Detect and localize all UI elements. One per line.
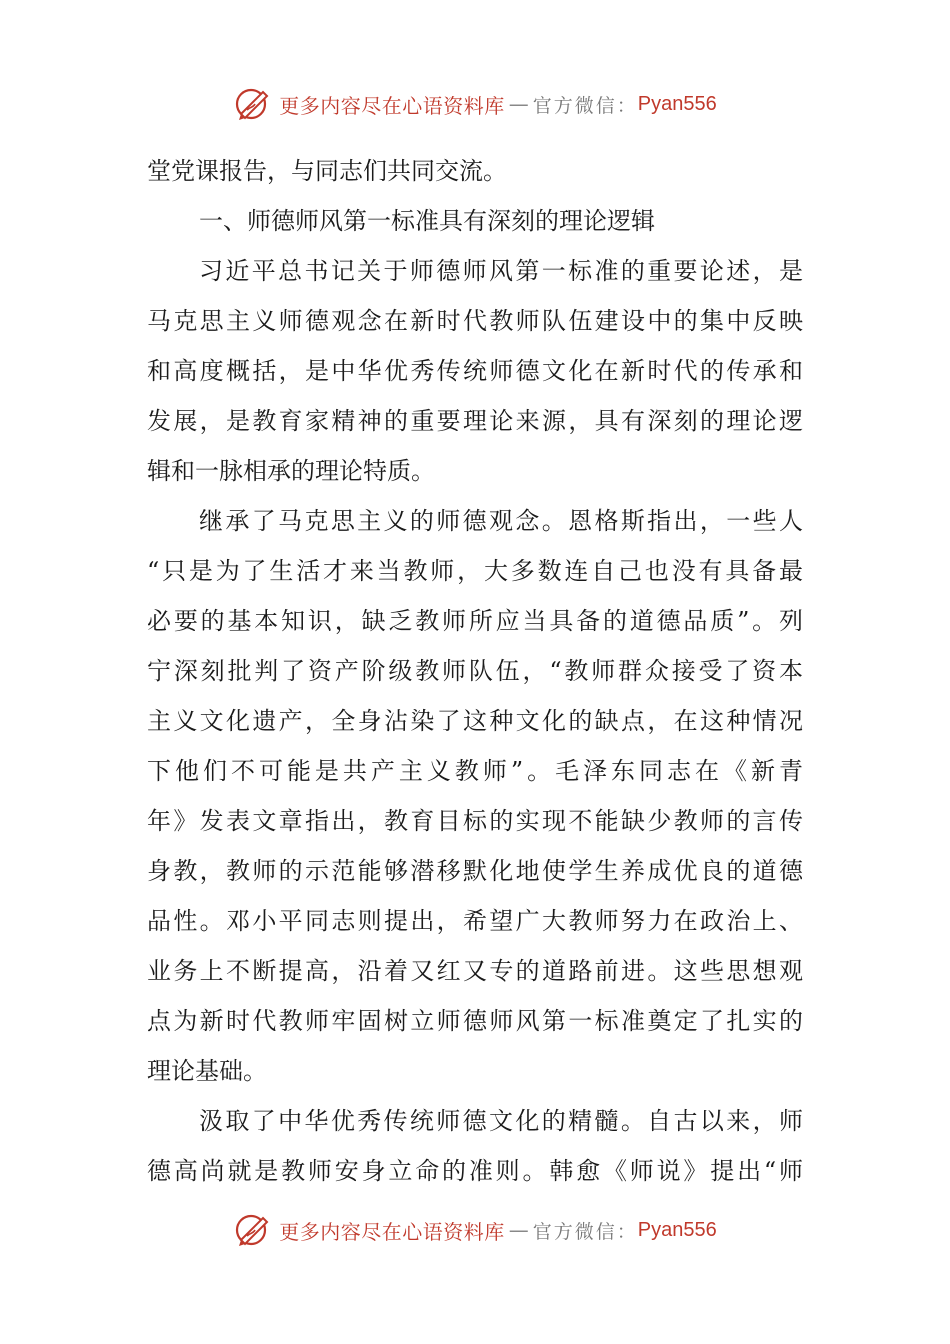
text-line: 德高尚就是教师安身立命的准则。韩愈《师说》提出“师 (147, 1157, 803, 1185)
top-watermark-banner (0, 82, 950, 126)
text-line: 业务上不断提高，沿着又红又专的道路前进。这些思想观 (147, 957, 803, 985)
bottom-watermark-banner (0, 1208, 950, 1252)
text-line: 品性。邓小平同志则提出，希望广大教师努力在政治上、 (147, 907, 803, 935)
text-line: 理论基础。 (147, 1057, 267, 1085)
watermark-brand-text: 更多内容尽在心语资料库 (279, 93, 505, 118)
watermark-dash: — (508, 92, 529, 116)
text-line: “只是为了生活才来当教师，大多数连自己也没有具备最 (147, 557, 803, 585)
watermark-brand-text: 更多内容尽在心语资料库 (279, 1219, 505, 1244)
text-line: 一、师德师风第一标准具有深刻的理论逻辑 (199, 207, 655, 235)
pen-logo-icon (233, 84, 273, 124)
text-line: 身教，教师的示范能够潜移默化地使学生养成优良的道德 (147, 857, 803, 885)
text-line: 汲取了中华优秀传统师德文化的精髓。自古以来，师 (199, 1107, 803, 1135)
text-line: 发展，是教育家精神的重要理论来源，具有深刻的理论逻 (147, 407, 803, 435)
text-line: 主义文化遗产，全身沾染了这种文化的缺点，在这种情况 (147, 707, 803, 735)
text-line: 宁深刻批判了资产阶级教师队伍，“教师群众接受了资本 (147, 657, 803, 685)
text-line: 辑和一脉相承的理论特质。 (147, 457, 435, 485)
text-line: 继承了马克思主义的师德观念。恩格斯指出，一些人 (199, 507, 803, 535)
watermark-wechat-label: 官方微信： (532, 94, 638, 117)
watermark-wechat-label: 官方微信： (532, 1220, 638, 1243)
text-line: 点为新时代教师牢固树立师德师风第一标准奠定了扎实的 (147, 1007, 803, 1035)
text-line: 必要的基本知识，缺乏教师所应当具备的道德品质”。列 (147, 607, 803, 635)
text-line: 马克思主义师德观念在新时代教师队伍建设中的集中反映 (147, 307, 803, 335)
text-line: 下他们不可能是共产主义教师”。毛泽东同志在《新青 (147, 757, 803, 785)
text-line: 年》发表文章指出，教育目标的实现不能缺少教师的言传 (147, 807, 803, 835)
pen-logo-icon (233, 1210, 273, 1250)
text-line: 习近平总书记关于师德师风第一标准的重要论述，是 (199, 257, 803, 285)
document-body (147, 146, 803, 1196)
watermark-wechat-id: Pyan556 (637, 92, 717, 115)
watermark-wechat-id: Pyan556 (637, 1218, 717, 1241)
text-line: 堂党课报告，与同志们共同交流。 (147, 157, 507, 185)
watermark-dash: — (508, 1218, 529, 1242)
text-line: 和高度概括，是中华优秀传统师德文化在新时代的传承和 (147, 357, 803, 385)
